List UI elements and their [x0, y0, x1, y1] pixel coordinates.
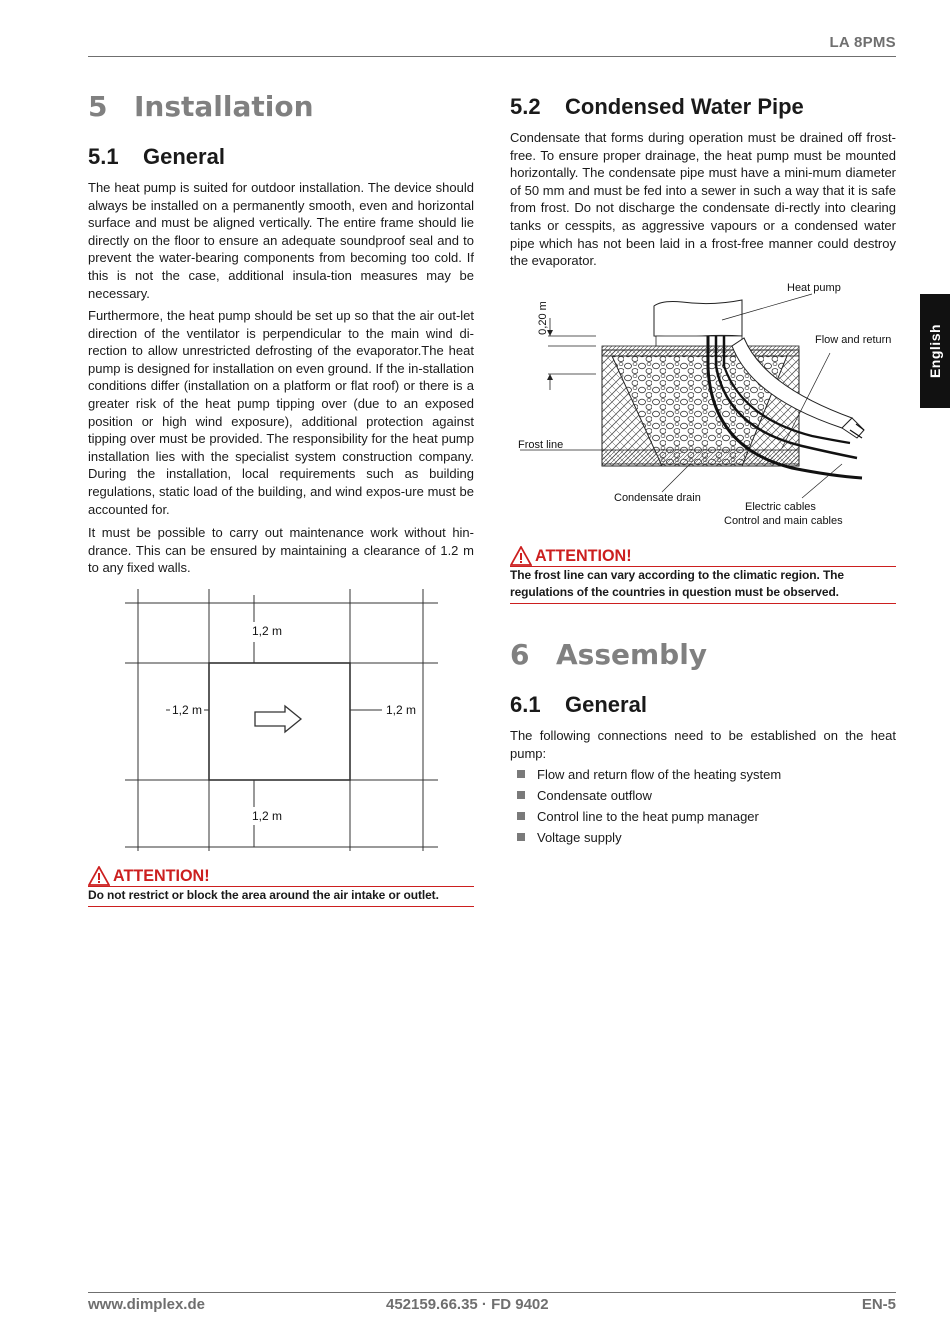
- chapter-5-heading: [88, 90, 474, 123]
- bullet-square-icon: [517, 770, 525, 778]
- section-number: 6.1: [510, 692, 541, 717]
- attention-bottom-rule: [510, 603, 896, 604]
- attention-box-1: [88, 866, 474, 907]
- section-5-1-heading: [88, 144, 474, 170]
- header-rule: [88, 56, 896, 57]
- section-title: General: [143, 144, 225, 169]
- attention-box-2: [510, 546, 896, 604]
- chapter-title: Assembly: [556, 638, 708, 671]
- language-tab: [920, 294, 950, 408]
- condensate-drain-label: Condensate drain: [614, 492, 701, 504]
- section-number: 5.2: [510, 94, 541, 119]
- language-tab-label: English: [927, 323, 943, 379]
- footer-rule: [88, 1292, 896, 1293]
- clearance-right-label: 1,2 m: [385, 703, 417, 717]
- clearance-bottom-label: 1,2 m: [251, 809, 283, 823]
- list-item: Voltage supply: [510, 827, 896, 848]
- document-model: LA 8PMS: [829, 34, 896, 51]
- list-item: Flow and return flow of the heating system: [510, 764, 896, 785]
- warning-triangle-icon: [88, 866, 110, 886]
- footer-document-id: 452159.66.35 · FD 9402: [386, 1296, 549, 1313]
- bullet-square-icon: [517, 812, 525, 820]
- height-dimension-label: 0,20 m: [537, 301, 549, 335]
- attention-bottom-rule: [88, 906, 474, 907]
- section-5-1-paragraph-3: It must be possible to carry out maintenance work without hin-drance. This can be ensured by maintaining a clearance of 1.2 m to any fixed walls.: [88, 525, 474, 576]
- section-5-2-paragraph: Condensate that forms during operation must be drained off frost-free. To ensure proper drainage, the heat pump must be mounted horizontally. The condensate pipe must have a mini-mum diameter of 50 mm and must be fed into a sewer in such a way that it is safe from frost. Do not discharge the condensate di-rectly into clearing tanks or cesspits, as aggressive vapours or a condensed water pipe which has not been laid in a frost-free manner could destroy the evaporator.: [510, 130, 896, 269]
- section-5-1-paragraph-1: The heat pump is suited for outdoor installation. The device should always be installed on a permanently smooth, even and horizontal surface and must be aligned vertically. The entire frame should lie directly on the floor to ensure an adequate soundproof seal and to prevent the water-bearing components from becoming too cold. If this is not the case, additional insula-tion measures may be necessary.: [88, 180, 474, 301]
- attention-title: ATTENTION!: [113, 866, 210, 885]
- footer-website: www.dimplex.de: [88, 1296, 205, 1313]
- section-6-1-heading: [510, 692, 896, 718]
- chapter-6-heading: [510, 638, 896, 671]
- clearance-top-label: 1,2 m: [251, 624, 283, 638]
- warning-triangle-icon: [510, 546, 532, 566]
- heat-pump-label: Heat pump: [787, 282, 841, 294]
- condensate-pipe-diagram: [512, 278, 898, 533]
- list-item: Control line to the heat pump manager: [510, 806, 896, 827]
- attention-text: Do not restrict or block the area around the air intake or outlet.: [88, 888, 439, 902]
- section-title: General: [565, 692, 647, 717]
- chapter-number: 6: [510, 638, 530, 671]
- bullet-square-icon: [517, 833, 525, 841]
- attention-heading: [88, 866, 474, 886]
- clearance-diagram: [120, 585, 442, 855]
- section-title: Condensed Water Pipe: [565, 94, 804, 119]
- frost-line-label: Frost line: [518, 439, 564, 451]
- electric-cables-label: Electric cables: [745, 501, 816, 513]
- section-number: 5.1: [88, 144, 119, 169]
- attention-heading: [510, 546, 896, 566]
- bullet-square-icon: [517, 791, 525, 799]
- section-5-2-heading: [510, 94, 896, 120]
- footer-page-number: EN-5: [861, 1296, 896, 1313]
- list-item: Condensate outflow: [510, 785, 896, 806]
- connections-list: [510, 764, 896, 848]
- clearance-left-label: 1,2 m: [171, 703, 203, 717]
- section-6-1-intro: The following connections need to be established on the heat pump:: [510, 728, 896, 761]
- attention-text: The frost line can vary according to the climatic region. The regulations of the countries in question must be observed.: [510, 568, 844, 599]
- control-main-cables-label: Control and main cables: [724, 515, 843, 527]
- chapter-title: Installation: [134, 90, 314, 123]
- attention-title: ATTENTION!: [535, 546, 632, 565]
- chapter-number: 5: [88, 90, 108, 123]
- flow-return-label: Flow and return: [815, 334, 892, 346]
- section-5-1-paragraph-2: Furthermore, the heat pump should be set up so that the air out-let direction of the ventilator is perpendicular to the main wind di-rection to allow unrestricted defrosting of the evaporator.The heat pump is designed for installation on even ground. If the in-stallation conditions differ (installation on a platform or flat roof) or there is a greater risk of the heat pump tipping over (due to an exposed position or high wind exposure), additional protection against tipping over must be provided. The responsibility for the heat pump installation lies with the specialist system construction company. During the installation, local requirements such as building regulations, static load of the building, and wind expos-ure must be accounted for.: [88, 308, 474, 517]
